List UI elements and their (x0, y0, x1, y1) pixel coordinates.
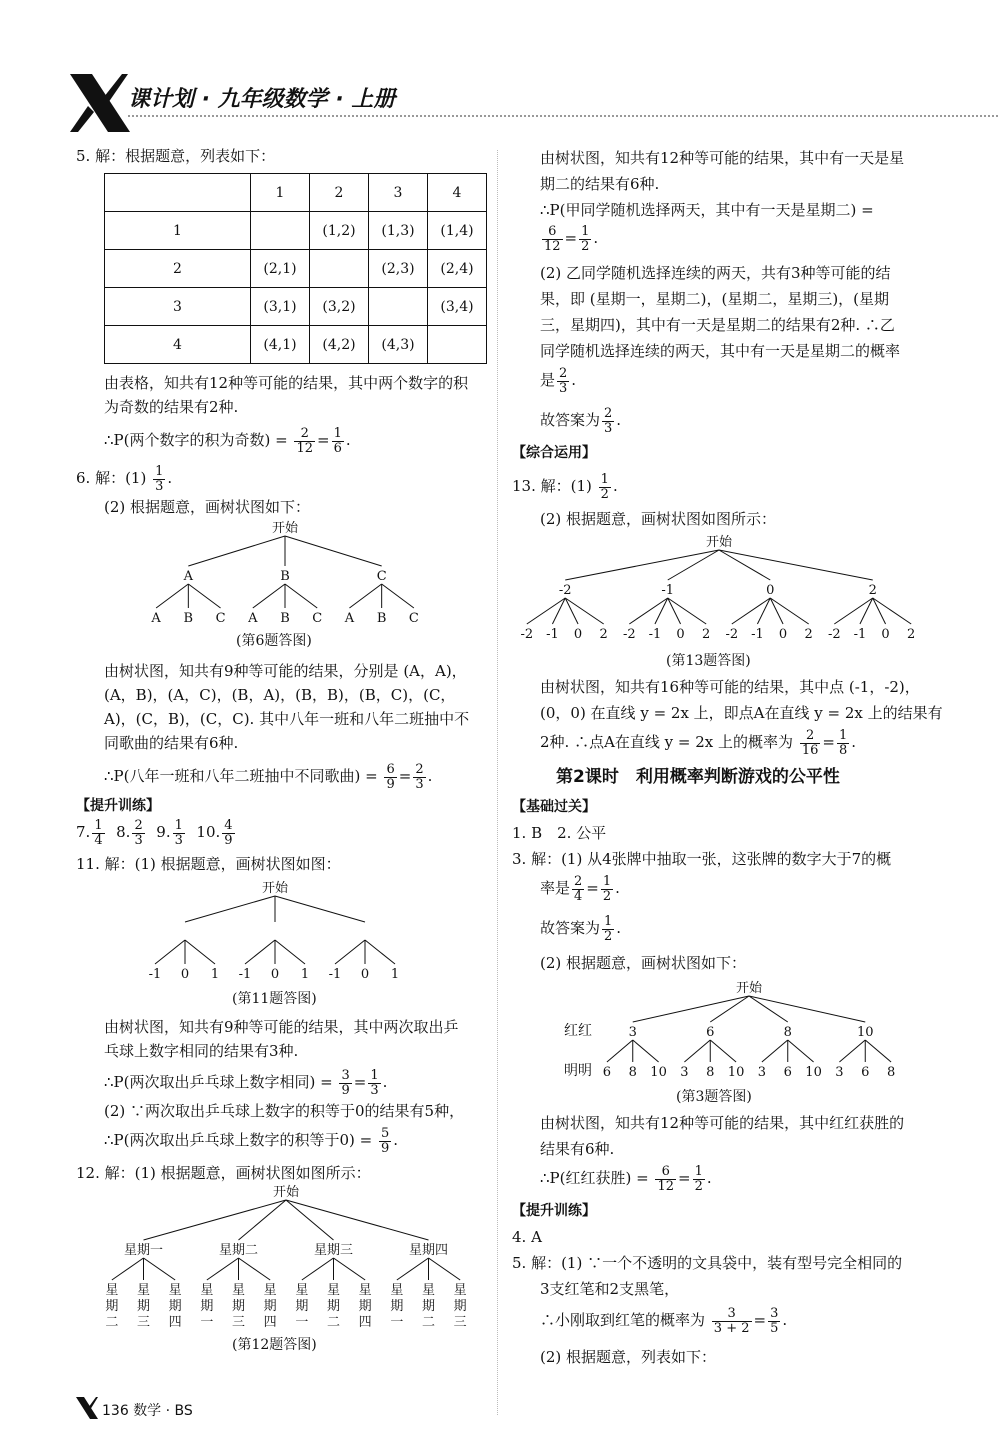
tree-branch (633, 996, 749, 1022)
tree-node-level2: 三 (231, 1315, 246, 1330)
tree-branch (275, 940, 305, 964)
tree-node-level2: 期 (263, 1299, 277, 1314)
section-jichu: 【基础过关】 (512, 799, 596, 815)
tree-branch (286, 1200, 334, 1240)
row-header: 3 (105, 288, 251, 326)
r-text4: (2) 乙同学随机选择连续的两天，共有3种等可能的结 (540, 264, 891, 282)
q13-part1: 13. 解：(1) $\frac{1}{2}$ . (512, 471, 618, 502)
tree-node-level1: C (376, 569, 387, 584)
q13-text3: 2种. ∴点A在直线 y = 2x 上的概率为 $\frac{2}{16}$ = $\frac{1}{8}$ . (540, 727, 856, 758)
row-header: 1 (105, 212, 251, 250)
tree-node-level2: 一 (390, 1315, 404, 1330)
tree-node-level2: 星 (136, 1283, 151, 1298)
tree-node-level2: 一 (295, 1315, 309, 1330)
q5b-text2: 3支红笔和2支黑笔， (540, 1280, 680, 1298)
table-cell: (4,3) (369, 326, 428, 364)
q3-text5: 由树状图，知共有12种等可能的结果，其中红红获胜的 (540, 1114, 905, 1132)
q6-text1: 由树状图，知共有9种等可能的结果，分别是 (A，A)， (104, 662, 467, 680)
tree-node-level2: -1 (148, 967, 162, 982)
q11-prob1: ∴P(两次取出乒乓球上数字相同) = $\frac{3}{9}$ = $\frac{1}{3}$ . (104, 1067, 388, 1098)
tree-node-level1: 星期二 (218, 1243, 259, 1258)
tree-node-level1: 6 (706, 1025, 715, 1040)
tree-node-level1: -1 (661, 583, 675, 598)
tree-branch (382, 584, 414, 608)
table-cell (428, 326, 487, 364)
tree-node-level2: 三 (136, 1315, 151, 1330)
tree-branch (719, 550, 873, 580)
table-cell (310, 250, 369, 288)
q3-prob: ∴P(红红获胜) = $\frac{6}{12}$ = $\frac{1}{2}$ . (540, 1163, 712, 1194)
tree-node-level2: 星 (200, 1283, 214, 1298)
tree-branch (565, 598, 603, 624)
q11-head: 11. 解：(1) 根据题意，画树状图如图： (76, 855, 341, 873)
q13-caption: (第13题答图) (666, 653, 751, 669)
section-tisheng: 【提升训练】 (76, 798, 160, 814)
tree-node-level2: B (183, 611, 194, 626)
tree-node-level2: 0 (778, 627, 788, 642)
tree-node-level2: 三 (453, 1315, 467, 1330)
tree-node-level2: 二 (105, 1315, 119, 1330)
tree-node-level2: 星 (105, 1283, 119, 1298)
tree-node-level2: 1 (300, 967, 310, 982)
table-cell: (4,2) (310, 326, 369, 364)
q6-text3: A)，(C，B)，(C，C). 其中八年一班和八年二班抽中不 (104, 710, 470, 728)
tree-diagram-q11 (140, 876, 410, 986)
tree-node-level2: 期 (295, 1299, 309, 1314)
lesson-title: 第2课时 利用概率判断游戏的公平性 (556, 767, 840, 787)
tree-branch (188, 584, 220, 608)
tree-node-level2: 星 (168, 1283, 182, 1298)
page-number: 136 (102, 1403, 129, 1419)
tree-node-level2: C (215, 611, 226, 626)
tree-node-level2: B (280, 611, 290, 626)
tree-branch (112, 1258, 144, 1280)
q6-caption: (第6题答图) (236, 633, 312, 649)
tree-node-level2: -1 (853, 627, 867, 642)
tree-branch (156, 584, 188, 608)
col-header: 1 (251, 174, 310, 212)
tree-node-level2: 8 (706, 1065, 715, 1080)
tree-node-level1: 10 (856, 1025, 874, 1040)
table-cell: (3,4) (428, 288, 487, 326)
q3-text1: 3. 解：(1) 从4张牌中抽取一张，这张牌的数字大于7的概 (512, 850, 892, 868)
r-text1: 由树状图，知共有12种等可能的结果，其中有一天是星 (540, 149, 905, 167)
tree-node-level2: -2 (622, 627, 636, 642)
tree-node-level2: 1 (390, 967, 400, 982)
tree-diagram-q6 (140, 514, 430, 634)
tree-node-level2: 8 (886, 1065, 896, 1080)
tree-branch (607, 1040, 633, 1062)
tree-node-level2: 一 (200, 1315, 214, 1330)
tree-node-level2: -1 (328, 967, 342, 982)
table-cell: (3,2) (310, 288, 369, 326)
tree-branch (770, 598, 808, 624)
tree-node-level2: 期 (231, 1299, 246, 1314)
tree-node-level2: A (248, 611, 258, 626)
answers-7-10: 7. $\frac{1}{4}$ 8. $\frac{2}{3}$ 9. $\frac{1}{3}$ 10. $\frac{4}{9}$ (76, 817, 233, 848)
q12-head: 12. 解：(1) 根据题意，画树状图如图所示： (76, 1164, 371, 1182)
r-text9: 故答案为 $\frac{2}{3}$ . (540, 405, 622, 436)
q5-text1: 由表格，知共有12种等可能的结果，其中两个数字的积 (104, 374, 469, 392)
q3-text2: 率是 $\frac{2}{4}$ = $\frac{1}{2}$ . (540, 873, 620, 904)
tree-node-level1: 星期一 (123, 1243, 164, 1258)
tree-branch (788, 1040, 814, 1062)
row-header: 2 (105, 250, 251, 288)
tree-node-level1: 星期三 (313, 1243, 354, 1258)
tree-diagram-q13 (514, 528, 924, 648)
tree-branch (155, 940, 185, 964)
tree-node-level2: A (344, 611, 355, 626)
q5-prob: ∴P(两个数字的积为奇数) = $\frac{2}{12}$ = $\frac{1}{6}$ . (104, 425, 351, 456)
tree-branch (253, 584, 285, 608)
tree-branch (185, 940, 215, 964)
section-zonghe: 【综合运用】 (512, 445, 596, 461)
tree-label-mingming: 明明 (564, 1063, 592, 1079)
tree-node-level2: 星 (421, 1283, 436, 1298)
tree-node-level2: 四 (358, 1315, 372, 1330)
tree-node-level2: 星 (390, 1283, 404, 1298)
q3-text3: 故答案为 $\frac{1}{2}$ . (540, 913, 622, 944)
fraction: $\frac{1}{6}$ (333, 425, 342, 456)
tree-node-level2: -1 (751, 627, 764, 642)
tree-node-level2: 星 (326, 1283, 341, 1298)
table-cell (251, 212, 310, 250)
tree-node-level2: 星 (358, 1283, 372, 1298)
tree-node-level2: 期 (326, 1299, 341, 1314)
tree-branch (633, 1040, 659, 1062)
answers-1-2: 1. B 2. 公平 (512, 824, 607, 842)
tree-node-level2: -2 (520, 627, 534, 642)
tree-branch (762, 1040, 788, 1062)
tree-node-level2: 3 (757, 1065, 767, 1080)
tree-node-level2: -2 (827, 627, 841, 642)
tree-node-level2: 期 (453, 1299, 467, 1314)
tree-root-start: 开始 (272, 1185, 300, 1200)
tree-branch (207, 1258, 239, 1280)
header-title: 课计划 · 九年级数学 · 上册 (128, 87, 396, 112)
logo-icon (70, 72, 130, 134)
tree-branch (668, 598, 706, 624)
tree-branch (365, 940, 395, 964)
tree-branch (144, 1200, 287, 1240)
tree-node-level2: 期 (358, 1299, 372, 1314)
tree-node-level2: 星 (231, 1283, 246, 1298)
tree-node-level2: 0 (180, 967, 190, 982)
tree-branch (873, 598, 911, 624)
tree-diagram-q12 (96, 1182, 476, 1332)
table-cell: (4,1) (251, 326, 310, 364)
q5-head: 5. 解：根据题意，列表如下： (76, 147, 276, 165)
tree-branch (834, 598, 872, 624)
tree-node-level1: A (183, 569, 194, 584)
tree-node-level2: 星 (295, 1283, 309, 1298)
tree-branch (302, 1258, 334, 1280)
tree-branch (710, 1040, 736, 1062)
tree-node-level2: 6 (602, 1065, 612, 1080)
tree-branch (629, 598, 667, 624)
r-text2: 期二的结果有6种. (540, 175, 660, 193)
tree-root-start: 开始 (705, 535, 733, 550)
table-cell: (1,2) (310, 212, 369, 250)
footer-page (102, 1400, 193, 1420)
tree-branch (565, 550, 719, 580)
tree-branch (865, 1040, 891, 1062)
tree-node-level2: 8 (628, 1065, 637, 1080)
tree-node-level2: 2 (702, 627, 711, 642)
tree-branch (239, 1258, 271, 1280)
tree-node-level2: 四 (263, 1315, 277, 1330)
tree-diagram-q3 (594, 974, 904, 1086)
q13-text2: (0，0) 在直线 y = 2x 上，即点A在直线 y = 2x 上的结果有 (540, 704, 943, 722)
q5b-text3: ∴小刚取到红笔的概率为 $\frac{3}{3 + 2}$ = $\frac{3}{5}$ . (540, 1305, 788, 1336)
q6-part2: (2) 根据题意，画树状图如下： (104, 498, 311, 516)
table-cell (369, 288, 428, 326)
tree-branch (144, 1258, 176, 1280)
r-text5: 果，即 (星期一，星期二)，(星期二，星期三)，(星期 (540, 290, 890, 308)
col-header: 4 (428, 174, 487, 212)
tree-root-start: 开始 (261, 881, 289, 896)
q5-prob-label: ∴P(两个数字的积为奇数) = (104, 431, 288, 449)
tree-branch (239, 1200, 287, 1240)
tree-node-level2: 2 (804, 627, 813, 642)
footer-logo-icon (76, 1397, 98, 1419)
tree-node-level2: 0 (270, 967, 280, 982)
tree-node-level2: -1 (546, 627, 559, 642)
tree-branch (335, 940, 365, 964)
tree-node-level1: 星期四 (408, 1243, 449, 1258)
tree-branch (429, 1258, 461, 1280)
tree-branch (349, 584, 381, 608)
q5b-text4: (2) 根据题意，列表如下： (540, 1348, 717, 1366)
tree-branch (185, 896, 275, 922)
tree-node-level2: 10 (650, 1065, 667, 1080)
tree-node-level1: 3 (628, 1025, 637, 1040)
r-prob1: $\frac{6}{12}$ = $\frac{1}{2}$ . (544, 223, 599, 254)
tree-branch (286, 1200, 429, 1240)
tree-node-level2: C (408, 611, 419, 626)
tree-node-level2: 6 (861, 1065, 870, 1080)
q13-text1: 由树状图，知共有16种等可能的结果，其中点 (-1，-2)， (540, 678, 920, 696)
q3-text4: (2) 根据题意，画树状图如下： (540, 954, 747, 972)
tree-node-level2: 0 (676, 627, 685, 642)
fraction: $\frac{2}{12}$ (296, 425, 314, 456)
fraction: $\frac{1}{3}$ (155, 463, 164, 494)
tree-node-level2: 0 (573, 627, 583, 642)
table-cell: (3,1) (251, 288, 310, 326)
tree-node-level2: 星 (263, 1283, 277, 1298)
answer-4: 4. A (512, 1228, 542, 1246)
tree-node-level2: 3 (835, 1065, 844, 1080)
q5-text2: 为奇数的结果有2种. (104, 398, 239, 416)
tree-node-level2: 期 (105, 1299, 119, 1314)
r-text6: 三，星期四)，其中有一天是星期二的结果有2种. ∴乙 (540, 316, 895, 334)
tree-node-level2: 二 (326, 1315, 341, 1330)
table-cell: (1,3) (369, 212, 428, 250)
column-divider (497, 150, 498, 1415)
tree-node-level2: 10 (727, 1065, 745, 1080)
section-tisheng-2: 【提升训练】 (512, 1203, 596, 1219)
tree-node-level2: 1 (210, 967, 220, 982)
table-cell: (1,4) (428, 212, 487, 250)
tree-node-level2: -1 (648, 627, 662, 642)
tree-branch (245, 940, 275, 964)
tree-node-level2: 2 (907, 627, 916, 642)
tree-branch (285, 584, 317, 608)
tree-branch (188, 536, 285, 566)
tree-node-level2: C (312, 611, 323, 626)
tree-branch (285, 536, 382, 566)
q11-text1: 由树状图，知共有9种等可能的结果，其中两次取出乒 (104, 1018, 459, 1036)
tree-branch (397, 1258, 429, 1280)
tree-root-start: 开始 (735, 981, 763, 996)
tree-node-level1: B (280, 569, 290, 584)
r-text7: 同学随机选择连续的两天，其中有一天是星期二的概率 (540, 342, 901, 360)
header-rule (128, 115, 998, 117)
tree-node-level2: 3 (680, 1065, 689, 1080)
tree-node-level2: 期 (390, 1299, 404, 1314)
table-cell: (2,4) (428, 250, 487, 288)
table-cell: (2,3) (369, 250, 428, 288)
q11-text2: 乓球上数字相同的结果有3种. (104, 1042, 299, 1060)
tree-root-start: 开始 (271, 521, 299, 536)
tree-node-level1: 8 (783, 1025, 792, 1040)
tree-node-level2: -1 (238, 967, 252, 982)
tree-branch (684, 1040, 710, 1062)
tree-node-level2: 二 (421, 1315, 436, 1330)
q5b-text1: 5. 解：(1) ∵一个不透明的文具袋中，装有型号完全相同的 (512, 1254, 903, 1272)
tree-node-level2: 期 (168, 1299, 182, 1314)
tree-branch (334, 1258, 366, 1280)
q11-text3: (2) ∵两次取出乒乓球上数字的积等于0的结果有5种， (104, 1102, 465, 1120)
tree-node-level2: 6 (783, 1065, 792, 1080)
q6-prob: ∴P(八年一班和八年二班抽中不同歌曲) = $\frac{6}{9}$ = $\frac{2}{3}$ . (104, 761, 433, 792)
tree-node-level2: 2 (599, 627, 608, 642)
tree-branch (749, 996, 865, 1022)
tree-node-level1: 2 (868, 583, 877, 598)
tree-node-level2: 四 (168, 1315, 182, 1330)
tree-node-level2: 0 (360, 967, 370, 982)
tree-node-level2: 期 (200, 1299, 214, 1314)
tree-node-level1: 0 (766, 583, 775, 598)
tree-branch (732, 598, 770, 624)
q6-text4: 同歌曲的结果有6种. (104, 734, 239, 752)
row-header: 4 (105, 326, 251, 364)
q5-table (104, 173, 487, 364)
col-header: 3 (369, 174, 428, 212)
tree-node-level2: 期 (136, 1299, 151, 1314)
tree-node-level2: A (151, 611, 161, 626)
q3-text6: 结果有6种. (540, 1140, 615, 1158)
tree-branch (839, 1040, 865, 1062)
tree-label-honghong: 红红 (564, 1023, 592, 1039)
r-text8: 是 $\frac{2}{3}$ . (540, 365, 577, 396)
q12-caption: (第12题答图) (232, 1337, 317, 1353)
tree-node-level2: B (376, 611, 387, 626)
q11-caption: (第11题答图) (232, 991, 317, 1007)
tree-node-level2: -2 (725, 627, 739, 642)
tree-branch (275, 896, 365, 922)
tree-branch (527, 598, 565, 624)
tree-node-level1: -2 (558, 583, 572, 598)
tree-node-level2: 星 (453, 1283, 467, 1298)
r-text3: ∴P(甲同学随机选择两天，其中有一天是星期二) = (540, 201, 874, 219)
q6-part1: 6. 解：(1) $\frac{1}{3}$ . (76, 463, 173, 494)
col-header: 2 (310, 174, 369, 212)
q6-text2: (A，B)，(A，C)，(B，A)，(B，B)，(B，C)，(C， (104, 686, 456, 704)
q3-caption: (第3题答图) (676, 1089, 752, 1105)
q11-prob2: ∴P(两次取出乒乓球上数字的积等于0) = $\frac{5}{9}$ . (104, 1125, 399, 1156)
table-cell: (2,1) (251, 250, 310, 288)
tree-node-level2: 期 (421, 1299, 436, 1314)
tree-node-level2: 0 (881, 627, 890, 642)
q13-part2: (2) 根据题意，画树状图如图所示： (540, 510, 777, 528)
footer-subject: 数学 · BS (133, 1403, 193, 1419)
tree-node-level2: 10 (805, 1065, 822, 1080)
